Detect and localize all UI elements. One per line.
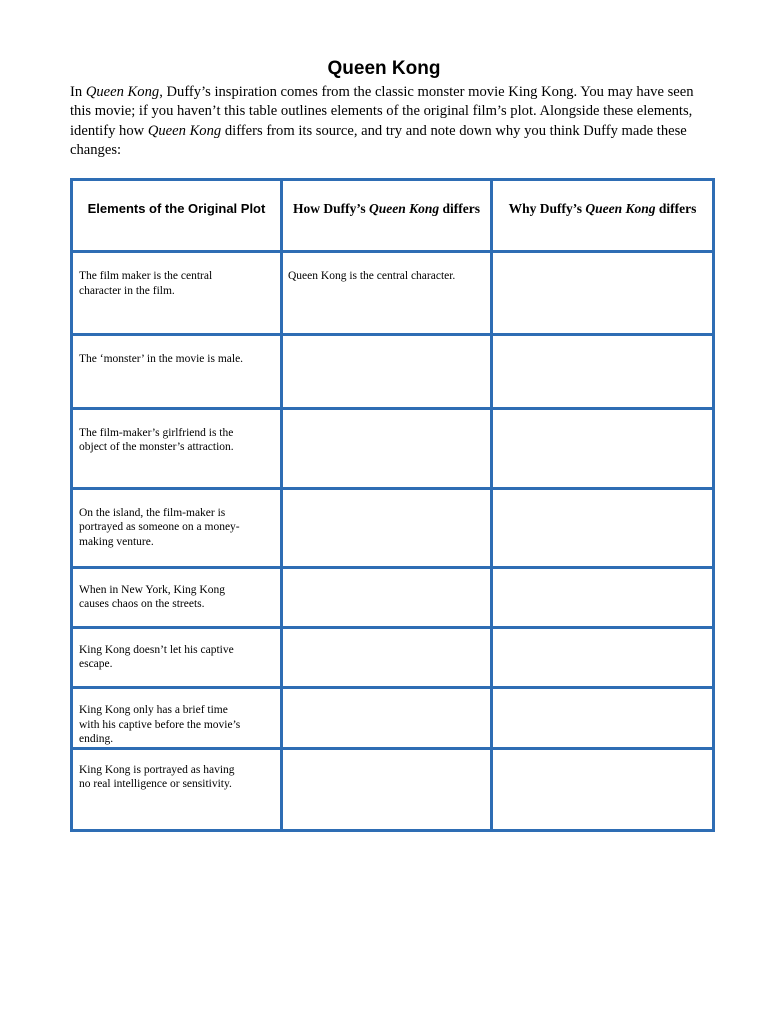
- intro-paragraph: [70, 83, 710, 161]
- how-differs-cell[interactable]: [282, 408, 492, 488]
- page-title: Queen Kong: [327, 58, 441, 79]
- table-row: [72, 748, 714, 830]
- why-differs-cell[interactable]: [492, 252, 714, 335]
- table-row: [72, 408, 714, 488]
- element-cell: King Kong only has a brief time with his captive before the movie’s ending.: [72, 688, 282, 749]
- header-why-differs-pre: Why Duffy’s: [508, 201, 586, 216]
- header-how-differs-pre: How Duffy’s: [293, 201, 369, 216]
- intro-text-3: differs from its source, and try and note down why you think Duffy made these changes:: [70, 122, 687, 159]
- how-differs-cell[interactable]: [282, 488, 492, 567]
- element-cell: King Kong is portrayed as having no real intelligence or sensitivity.: [72, 748, 282, 830]
- table-row: [72, 252, 714, 335]
- why-differs-cell[interactable]: [492, 688, 714, 749]
- table-header-row: [72, 180, 714, 252]
- element-cell: King Kong doesn’t let his captive escape.: [72, 627, 282, 687]
- how-differs-cell[interactable]: [282, 748, 492, 830]
- intro-emphasis-1: Queen Kong: [85, 84, 160, 100]
- table-row: [72, 335, 714, 408]
- why-differs-cell[interactable]: [492, 748, 714, 830]
- header-how-differs-emphasis: Queen Kong: [369, 201, 440, 216]
- how-differs-cell[interactable]: [282, 335, 492, 408]
- how-differs-cell[interactable]: Queen Kong is the central character.: [282, 252, 492, 335]
- intro-emphasis-2: Queen Kong: [147, 122, 222, 139]
- header-why-differs-post: differs: [655, 201, 697, 216]
- header-why-differs: [492, 180, 714, 252]
- why-differs-cell[interactable]: [492, 627, 714, 687]
- table-row: [72, 627, 714, 687]
- element-cell: The film maker is the central character in the film.: [72, 252, 282, 335]
- how-differs-cell[interactable]: [282, 567, 492, 627]
- element-cell: When in New York, King Kong causes chaos on the streets.: [72, 567, 282, 627]
- intro-text-1: In: [70, 84, 86, 100]
- why-differs-cell[interactable]: [492, 408, 714, 488]
- header-how-differs: [282, 180, 492, 252]
- why-differs-cell[interactable]: [492, 488, 714, 567]
- why-differs-cell[interactable]: [492, 335, 714, 408]
- how-differs-cell[interactable]: [282, 627, 492, 687]
- header-how-differs-post: differs: [439, 201, 481, 216]
- element-cell: The ‘monster’ in the movie is male.: [72, 335, 282, 408]
- table-row: [72, 488, 714, 567]
- header-elements-original-plot: Elements of the Original Plot: [72, 180, 282, 252]
- plot-comparison-table: [70, 178, 715, 832]
- intro-text-2: , Duffy’s inspiration comes from the classic monster movie King Kong. You may have seen this movie; if you haven’t this table outlines elements of the original film’s plot. Alongside these elements, identify how: [70, 84, 694, 139]
- how-differs-cell[interactable]: [282, 688, 492, 749]
- table-row: [72, 688, 714, 749]
- element-cell: On the island, the film-maker is portrayed as someone on a money-making venture.: [72, 488, 282, 567]
- element-cell: The film-maker’s girlfriend is the object of the monster’s attraction.: [72, 408, 282, 488]
- table-row: [72, 567, 714, 627]
- why-differs-cell[interactable]: [492, 567, 714, 627]
- header-why-differs-emphasis: Queen Kong: [585, 201, 656, 216]
